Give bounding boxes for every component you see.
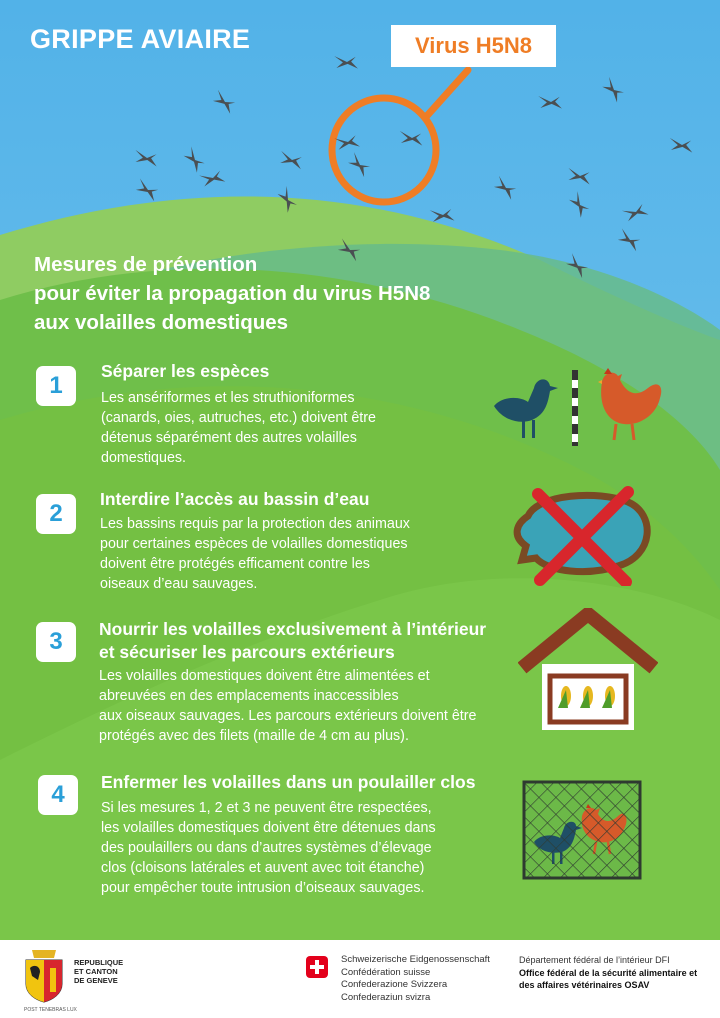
step-text-line: clos (cloisons latérales et auvent avec toit étanche) (101, 860, 425, 876)
intro-line: aux volailles domestiques (34, 311, 289, 334)
geneva-motto: POST TENEBRAS LUX (24, 1007, 77, 1013)
intro-line: Mesures de prévention (34, 253, 258, 276)
virus-label-badge: Virus H5N8 (391, 25, 556, 67)
step-text (100, 514, 410, 594)
step-text-line: des poulaillers ou dans d’autres systèmes d’élevage (101, 840, 432, 856)
step-text-line: domestiques. (101, 450, 187, 466)
step-text-line: doivent être protégés efficament contre les (100, 556, 370, 572)
step-number-badge: 3 (36, 622, 76, 662)
step-title: Enfermer les volailles dans un poulailler clos (101, 772, 476, 792)
step-text-line: Si les mesures 1, 2 et 3 ne peuvent être respectées, (101, 800, 432, 816)
step-text-line: détenus séparément des autres volailles (101, 430, 357, 446)
feeding-house-icon (518, 608, 658, 738)
step-text-line: Les ansériformes et les struthioniformes (101, 390, 355, 406)
step-text-line: Les volailles domestiques doivent être alimentées et (99, 668, 430, 684)
step-text-line: oiseaux d’eau sauvages. (100, 576, 258, 592)
step-text (101, 798, 436, 898)
intro-heading (34, 250, 554, 337)
confederation-line: Confederaziun svizra (341, 991, 431, 1003)
geneva-label-line: REPUBLIQUE (74, 958, 124, 967)
step-text-line: pour empêcher toute intrusion d’oiseaux sauvages. (101, 880, 425, 896)
step-title (99, 618, 486, 664)
geneva-label-line: ET CANTON (74, 967, 118, 976)
office-name-line: des affaires vétérinaires OSAV (519, 980, 650, 990)
geneva-label (74, 958, 123, 985)
step-text-line: pour certaines espèces de volailles domestiques (100, 536, 408, 552)
confederation-line: Confédération suisse (341, 966, 431, 978)
step-title: Séparer les espèces (101, 361, 270, 381)
step-number-badge: 4 (38, 775, 78, 815)
confederation-label (341, 954, 490, 1004)
step-title-line: Nourrir les volailles exclusivement à l’intérieur (99, 619, 487, 639)
department-name: Département fédéral de l’intérieur DFI (519, 955, 670, 965)
step-text (99, 666, 477, 746)
geneva-coat-of-arms-icon (22, 946, 66, 1004)
swiss-flag-icon (306, 956, 328, 978)
step-text-line: Les bassins requis par la protection des animaux (100, 516, 410, 532)
office-name-line: Office fédéral de la sécurité alimentaire et (519, 967, 698, 978)
step-text-line: les volailles domestiques doivent être détenues dans (101, 820, 436, 836)
page-title: GRIPPE AVIAIRE (30, 24, 251, 54)
step-number-badge: 1 (36, 366, 76, 406)
footer (0, 940, 720, 1018)
step-text-line: protégés avec des filets (maille de 4 cm au plus). (99, 728, 409, 744)
hen-icon (598, 368, 661, 440)
confederation-line: Schweizerische Eidgenossenschaft (341, 954, 490, 965)
dfi-osav-label (519, 954, 719, 992)
step-title: Interdire l’accès au bassin d’eau (100, 489, 370, 509)
step-number-badge: 2 (36, 494, 76, 534)
step-text (101, 388, 376, 468)
duck-hen-separated-illustration (488, 366, 668, 448)
geneva-label-line: DE GENEVE (74, 976, 118, 985)
step-title-line: et sécuriser les parcours extérieurs (99, 642, 395, 662)
pond-crossed-icon (508, 486, 658, 586)
duck-icon (494, 379, 558, 438)
intro-line: pour éviter la propagation du virus H5N8 (34, 282, 431, 305)
fenced-coop-icon (522, 780, 642, 880)
confederation-line: Confederazione Svizzera (341, 979, 448, 990)
step-text-line: aux oiseaux sauvages. Les parcours extérieurs doivent être (99, 708, 477, 724)
step-text-line: (canards, oies, autruches, etc.) doivent être (101, 410, 376, 426)
step-text-line: abreuvées en des emplacements inaccessibles (99, 688, 399, 704)
